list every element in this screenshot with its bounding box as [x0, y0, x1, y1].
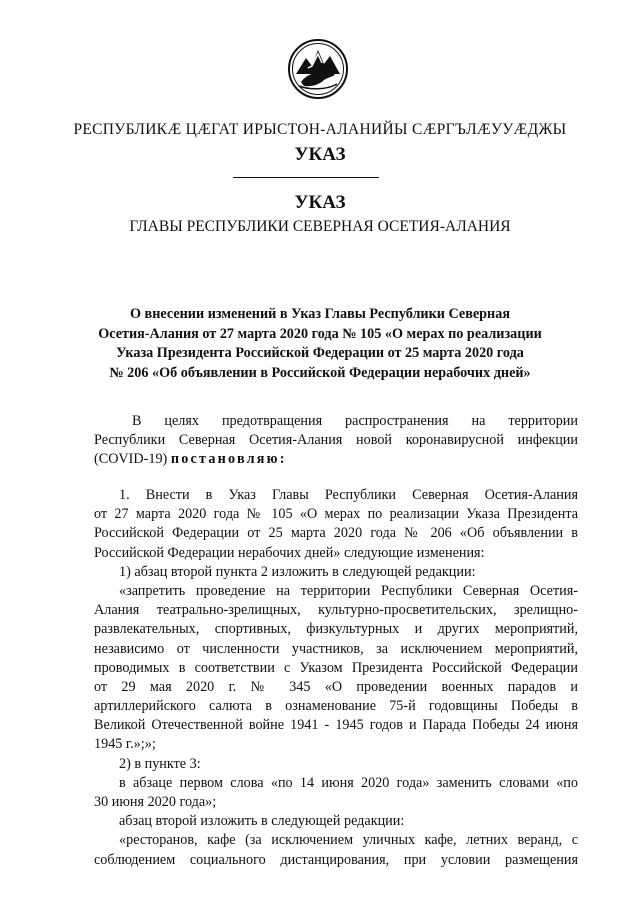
- paragraph-line: от 27 марта 2020 года № 105 «О мерах по реализации Указа Президента: [94, 506, 578, 523]
- coat-of-arms-emblem: [287, 38, 349, 100]
- paragraph-line: 1. Внести в Указ Главы Республики Северная Осетия-Алания: [119, 487, 578, 503]
- paragraph-line: Алания театрально-зрелищных, культурно-просветительских, зрелищно-: [94, 602, 578, 619]
- republic-name-ossetian: РЕСПУБЛИКӔ ЦӔГАТ ИРЫСТОН-АЛАНИЙЫ СӔРГЪЛӔУУӔДЖЫ: [73, 121, 567, 138]
- preamble-prefix: (COVID-19): [94, 451, 171, 468]
- postanovlyayu-word: постановляю:: [170, 451, 287, 468]
- paragraph-line: проводимых в соответствии с Указом Президента Российской Федерации: [94, 659, 578, 676]
- paragraph-line: Республики Северная Осетия-Алания новой коронавирусной инфекции: [94, 432, 578, 449]
- paragraph-line: 1945 г.»;»;: [94, 736, 156, 753]
- paragraph-line: абзац второй изложить в следующей редакции:: [119, 813, 405, 830]
- title-line: Указа Президента Российской Федерации от 25 марта 2020 года: [116, 345, 524, 361]
- paragraph-line: 1) абзац второй пункта 2 изложить в следующей редакции:: [119, 563, 476, 580]
- paragraph-line: в абзаце первом слова «по 14 июня 2020 года» заменить словами «по: [119, 774, 578, 791]
- ukaz-heading-russian: УКАЗ: [294, 192, 346, 213]
- paragraph-line: соблюдением социального дистанцирования, при условии размещения: [94, 851, 578, 868]
- title-line: О внесении изменений в Указ Главы Республики Северная: [129, 306, 511, 322]
- paragraph-line: Российской Федерации нерабочих дней» следующие изменения:: [94, 544, 485, 561]
- paragraph-line: «запретить проведение на территории Республики Северная Осетия-: [119, 582, 578, 599]
- paragraph-line: артиллерийского салюта в ознаменование 75-й годовщины Победы в: [94, 698, 578, 715]
- title-line: Осетия-Алания от 27 марта 2020 года № 105 «О мерах по реализации: [98, 325, 542, 342]
- glava-heading: ГЛАВЫ РЕСПУБЛИКИ СЕВЕРНАЯ ОСЕТИЯ-АЛАНИЯ: [129, 218, 511, 235]
- paragraph-line: Российской Федерации от 25 марта 2020 года № 206 «Об объявлении в: [94, 525, 578, 542]
- paragraph-line: Великой Отечественной войне 1941 - 1945 годов и Парада Победы 24 июня: [94, 717, 578, 734]
- paragraph-line: 30 июня 2020 года»;: [94, 794, 217, 810]
- paragraph-line: «ресторанов, кафе (за исключением уличных кафе, летних веранд, с: [119, 832, 578, 849]
- decree-title: [70, 305, 570, 383]
- paragraph-line: от 29 мая 2020 г. № 345 «О проведении военных парадов и: [94, 678, 578, 695]
- header-divider: [233, 177, 379, 178]
- paragraph-line: 2) в пункте 3:: [119, 755, 201, 772]
- paragraph-line: развлекательных, спортивных, физкультурных и других мероприятий,: [94, 621, 578, 638]
- paragraph-line: В целях предотвращения распространения на территории: [132, 413, 578, 429]
- paragraph-line: независимо от численности участников, за исключением мероприятий,: [94, 640, 578, 657]
- ukaz-heading-ossetian: УКАЗ: [294, 144, 346, 165]
- title-line: № 206 «Об объявлении в Российской Федерации нерабочих дней»: [109, 364, 531, 381]
- paragraph-line: [94, 450, 578, 469]
- preamble-paragraph: [94, 412, 578, 470]
- section-1: [94, 486, 578, 870]
